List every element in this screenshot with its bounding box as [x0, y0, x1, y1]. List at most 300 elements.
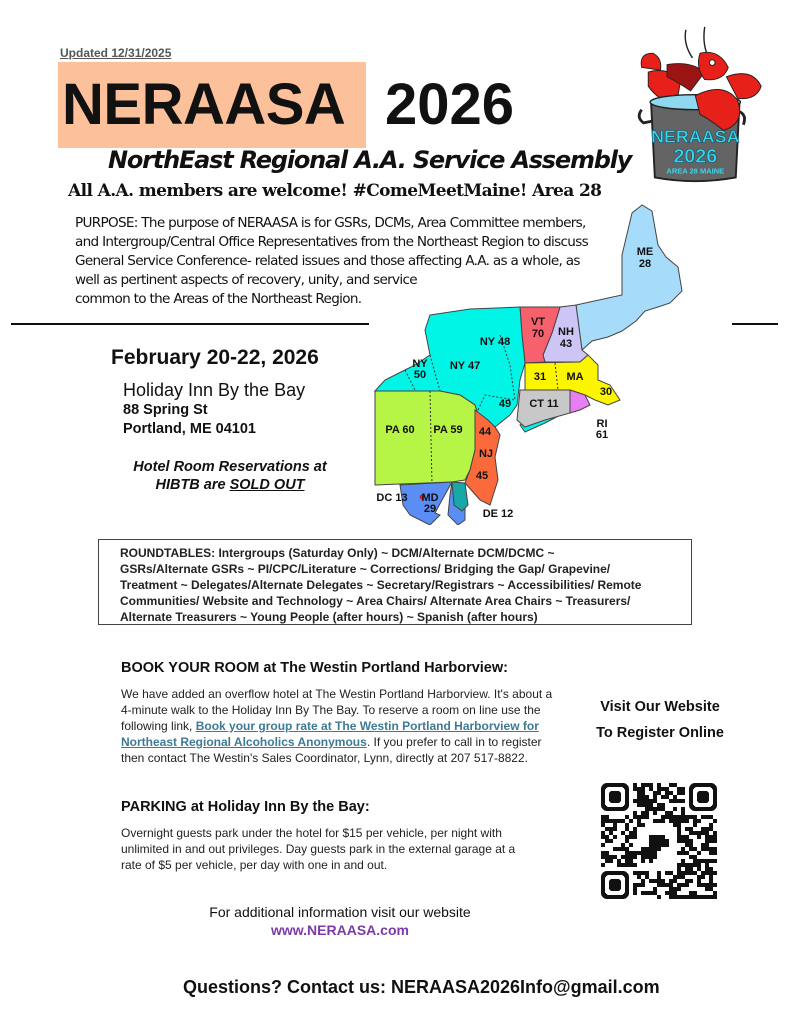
qr-module	[677, 823, 681, 827]
lobster-pot-logo	[630, 25, 770, 185]
reservation-status: SOLD OUT	[229, 477, 305, 493]
qr-module	[681, 863, 685, 867]
qr-module	[713, 851, 717, 855]
qr-module	[657, 883, 661, 887]
qr-module	[693, 871, 697, 875]
qr-module	[693, 823, 697, 827]
map-label-31: 31	[533, 371, 547, 383]
qr-module	[693, 855, 697, 859]
qr-module	[705, 839, 709, 843]
qr-module	[613, 819, 617, 823]
parking-heading: PARKING at Holiday Inn By the Bay:	[121, 799, 370, 815]
qr-module	[605, 855, 609, 859]
qr-module	[705, 843, 709, 847]
qr-module	[621, 863, 625, 867]
qr-module	[701, 859, 705, 863]
qr-module	[649, 803, 653, 807]
qr-module	[649, 799, 653, 803]
roundtables-line: Treatment ~ Delegates/Alternate Delegates ~ Secretary/Registrars ~ Accessibilities/ Remote	[120, 578, 642, 592]
qr-module	[693, 819, 697, 823]
qr-module	[633, 851, 637, 855]
qr-module	[629, 835, 633, 839]
qr-module	[681, 807, 685, 811]
qr-module	[693, 895, 697, 899]
qr-module	[701, 883, 705, 887]
qr-module	[677, 851, 681, 855]
qr-module	[637, 799, 641, 803]
map-label-45: 45	[475, 470, 489, 482]
qr-module	[669, 879, 673, 883]
map-label-30: 30	[599, 386, 613, 398]
map-label-nh-num: 43	[559, 338, 573, 350]
qr-module	[701, 827, 705, 831]
map-label-ny50: NY	[412, 358, 428, 370]
qr-module	[685, 867, 689, 871]
qr-module	[653, 799, 657, 803]
book-room-heading: BOOK YOUR ROOM at The Westin Portland Harborview:	[121, 660, 508, 676]
qr-module	[637, 823, 641, 827]
qr-module	[701, 895, 705, 899]
event-date: February 20-22, 2026	[111, 346, 319, 369]
map-label-de: DE 12	[482, 508, 514, 520]
event-venue: Holiday Inn By the Bay	[123, 380, 306, 400]
qr-module	[685, 863, 689, 867]
roundtables-line: GSRs/Alternate GSRs ~ PI/CPC/Literature ~ Corrections/ Bridging the Gap/ Grapevine/	[120, 562, 611, 576]
page-title-year: 2026	[385, 72, 515, 137]
qr-module	[689, 827, 693, 831]
qr-module	[709, 847, 713, 851]
qr-module	[641, 883, 645, 887]
qr-module	[693, 815, 697, 819]
qr-module	[697, 819, 701, 823]
qr-module	[693, 831, 697, 835]
qr-module	[673, 823, 677, 827]
qr-module	[665, 811, 669, 815]
qr-module	[669, 895, 673, 899]
qr-module	[697, 867, 701, 871]
logo-area: AREA 28 MAINE	[666, 166, 725, 176]
qr-module	[629, 819, 633, 823]
qr-module	[681, 811, 685, 815]
qr-module	[637, 791, 641, 795]
qr-module	[697, 895, 701, 899]
map-label-ny48: NY 48	[479, 336, 511, 348]
map-label-pa59: PA 59	[433, 424, 463, 436]
qr-module	[705, 815, 709, 819]
qr-code[interactable]	[601, 783, 717, 899]
qr-module	[625, 851, 629, 855]
qr-module	[665, 815, 669, 819]
qr-module	[609, 855, 613, 859]
qr-module	[681, 819, 685, 823]
qr-module	[669, 811, 673, 815]
register-line1: Visit Our Website	[600, 699, 720, 715]
qr-module	[657, 791, 661, 795]
qr-module	[701, 815, 705, 819]
website-link[interactable]: www.NERAASA.com	[271, 922, 409, 938]
qr-module	[637, 787, 641, 791]
qr-module	[677, 895, 681, 899]
map-label-ma: MA	[566, 371, 584, 383]
qr-module	[697, 883, 701, 887]
qr-module	[601, 831, 605, 835]
qr-module	[685, 827, 689, 831]
qr-module	[617, 819, 621, 823]
qr-module	[661, 803, 665, 807]
qr-module	[697, 831, 701, 835]
purpose-line: well as pertinent aspects of recovery, unity, and service	[75, 272, 417, 288]
event-address-line2: Portland, ME 04101	[123, 421, 256, 437]
qr-module	[625, 815, 629, 819]
qr-module	[673, 807, 677, 811]
qr-module	[637, 819, 641, 823]
qr-module	[665, 795, 669, 799]
qr-module	[709, 851, 713, 855]
qr-module	[653, 791, 657, 795]
map-label-ri-num: 61	[595, 429, 609, 441]
qr-module	[677, 839, 681, 843]
qr-module	[653, 879, 657, 883]
qr-module	[677, 875, 681, 879]
logo-text: NERAASA	[651, 126, 740, 147]
qr-module	[665, 891, 669, 895]
qr-module	[609, 819, 613, 823]
qr-module	[645, 811, 649, 815]
qr-module	[713, 847, 717, 851]
qr-module	[701, 875, 705, 879]
qr-module	[685, 819, 689, 823]
qr-module	[645, 783, 649, 787]
qr-module	[621, 847, 625, 851]
qr-module	[657, 875, 661, 879]
qr-module	[625, 855, 629, 859]
qr-module	[669, 887, 673, 891]
qr-module	[633, 883, 637, 887]
qr-module	[621, 843, 625, 847]
qr-module	[689, 867, 693, 871]
qr-module	[689, 855, 693, 859]
qr-module	[713, 839, 717, 843]
qr-module	[653, 807, 657, 811]
qr-module	[697, 863, 701, 867]
qr-module	[617, 863, 621, 867]
qr-module	[645, 799, 649, 803]
qr-module	[657, 879, 661, 883]
map-label-nh: NH	[558, 326, 574, 338]
qr-module	[689, 863, 693, 867]
map-label-pa60: PA 60	[385, 424, 415, 436]
qr-module	[633, 815, 637, 819]
qr-module	[641, 891, 645, 895]
qr-module	[625, 847, 629, 851]
qr-module	[613, 855, 617, 859]
qr-module	[661, 795, 665, 799]
qr-module	[613, 847, 617, 851]
qr-module	[657, 783, 661, 787]
qr-module	[665, 787, 669, 791]
qr-module	[621, 819, 625, 823]
qr-module	[681, 859, 685, 863]
dinosaur-icon	[637, 835, 669, 863]
qr-module	[709, 879, 713, 883]
qr-module	[685, 851, 689, 855]
welcome-line: All A.A. members are welcome! #ComeMeetMaine! Area 28	[68, 181, 602, 201]
qr-module	[677, 791, 681, 795]
map-label-ny50-num: 50	[413, 369, 427, 381]
qr-module	[713, 891, 717, 895]
qr-module	[645, 803, 649, 807]
qr-module	[601, 851, 605, 855]
qr-module	[673, 819, 677, 823]
qr-module	[689, 895, 693, 899]
qr-module	[677, 867, 681, 871]
qr-module	[637, 875, 641, 879]
qr-module	[709, 883, 713, 887]
reservation-text2: HIBTB are	[155, 477, 226, 493]
qr-module	[649, 891, 653, 895]
logo-year: 2026	[673, 145, 718, 168]
purpose-line: PURPOSE: The purpose of NERAASA is for GSRs, DCMs, Area Committee members,	[75, 215, 586, 231]
qr-module	[629, 859, 633, 863]
qr-module	[645, 807, 649, 811]
qr-module	[681, 851, 685, 855]
qr-module	[673, 875, 677, 879]
qr-module	[629, 851, 633, 855]
purpose-line: General Service Conference- related issues and those affecting A.A. as a whole, as	[75, 253, 580, 269]
book-text-after: . If you prefer to call in to register then contact The Westin's Sales Coordinator, Lynn, directly at 207 517-8822.	[121, 735, 542, 765]
qr-module	[685, 895, 689, 899]
qr-module	[633, 827, 637, 831]
qr-module	[693, 859, 697, 863]
qr-module	[677, 835, 681, 839]
qr-module	[613, 823, 617, 827]
divider-left	[11, 323, 369, 325]
qr-module	[601, 819, 605, 823]
qr-module	[605, 835, 609, 839]
qr-module	[649, 783, 653, 787]
qr-module	[681, 835, 685, 839]
qr-module	[657, 871, 661, 875]
additional-info	[150, 903, 530, 939]
qr-module	[601, 835, 605, 839]
qr-module	[649, 787, 653, 791]
qr-module	[677, 887, 681, 891]
qr-module	[689, 839, 693, 843]
qr-module	[637, 803, 641, 807]
qr-module	[681, 883, 685, 887]
qr-module	[677, 831, 681, 835]
qr-module	[645, 875, 649, 879]
qr-module	[665, 791, 669, 795]
qr-module	[649, 879, 653, 883]
purpose-line: common to the Areas of the Northeast Region.	[75, 291, 362, 307]
qr-module	[665, 871, 669, 875]
book-room-text	[121, 686, 561, 766]
reservation-text: Hotel Room Reservations at	[133, 459, 327, 475]
qr-module	[633, 811, 637, 815]
qr-module	[625, 863, 629, 867]
qr-module	[709, 887, 713, 891]
qr-module	[641, 815, 645, 819]
subtitle: NorthEast Regional A.A. Service Assembly	[108, 146, 632, 174]
qr-module	[705, 831, 709, 835]
qr-module	[713, 883, 717, 887]
westin-booking-link[interactable]: Book your group rate at The Westin Portland Harborview for Northeast Regional Alcoholics Anonymous	[121, 719, 539, 749]
qr-module	[701, 831, 705, 835]
qr-module	[705, 883, 709, 887]
qr-module	[681, 787, 685, 791]
qr-module	[713, 871, 717, 875]
qr-module	[637, 883, 641, 887]
qr-module	[669, 891, 673, 895]
roundtables-line: Alternate Treasurers ~ Young People (after hours) ~ Spanish (after hours)	[120, 610, 538, 624]
qr-module	[605, 859, 609, 863]
qr-module	[669, 791, 673, 795]
register-online	[580, 694, 740, 746]
qr-module	[653, 887, 657, 891]
qr-module	[601, 823, 605, 827]
qr-module	[685, 839, 689, 843]
qr-module	[605, 827, 609, 831]
qr-module	[681, 839, 685, 843]
map-label-vt: VT	[530, 316, 546, 328]
qr-module	[685, 843, 689, 847]
qr-module	[677, 871, 681, 875]
qr-module	[641, 803, 645, 807]
qr-module	[657, 895, 661, 899]
qr-module	[697, 851, 701, 855]
qr-module	[705, 895, 709, 899]
qr-module	[629, 843, 633, 847]
qr-module	[689, 843, 693, 847]
qr-module	[629, 863, 633, 867]
qr-module	[713, 859, 717, 863]
register-line2: To Register Online	[596, 725, 724, 741]
qr-module	[625, 823, 629, 827]
qr-module	[669, 783, 673, 787]
qr-module	[673, 815, 677, 819]
qr-module	[681, 847, 685, 851]
qr-module	[697, 879, 701, 883]
qr-module	[701, 871, 705, 875]
map-label-44: 44	[478, 426, 492, 438]
qr-module	[617, 859, 621, 863]
qr-module	[653, 795, 657, 799]
qr-module	[653, 891, 657, 895]
purpose-text	[75, 214, 615, 309]
qr-module	[713, 835, 717, 839]
map-label-vt-num: 70	[531, 328, 545, 340]
map-label-md: MD	[421, 492, 439, 504]
qr-module	[665, 883, 669, 887]
qr-module	[661, 787, 665, 791]
qr-module	[677, 883, 681, 887]
qr-module	[677, 787, 681, 791]
qr-module	[605, 839, 609, 843]
qr-module	[609, 831, 613, 835]
qr-module	[621, 855, 625, 859]
qr-module	[697, 859, 701, 863]
qr-module	[673, 795, 677, 799]
qr-module	[705, 867, 709, 871]
qr-module	[677, 815, 681, 819]
qr-module	[705, 859, 709, 863]
qr-module	[601, 843, 605, 847]
qr-module	[673, 879, 677, 883]
contact-line: Questions? Contact us: NERAASA2026Info@gmail.com	[183, 977, 660, 997]
qr-module	[633, 887, 637, 891]
qr-module	[701, 843, 705, 847]
book-text-before: We have added an overflow hotel at The Westin Portland Harborview. It's about a 4-minute walk to the Holiday Inn By The Bay. To reserve a room on line use the following link,	[121, 687, 553, 733]
qr-module	[689, 871, 693, 875]
qr-module	[629, 831, 633, 835]
parking-text	[121, 825, 561, 873]
qr-module	[609, 839, 613, 843]
parking-line: Overnight guests park under the hotel for $15 per vehicle, per night with	[121, 826, 502, 840]
qr-module	[669, 815, 673, 819]
map-label-nj: NJ	[478, 448, 494, 460]
qr-module	[681, 871, 685, 875]
qr-module	[661, 807, 665, 811]
qr-module	[661, 879, 665, 883]
purpose-line: and Intergroup/Central Office Representatives from the Northeast Region to discuss	[75, 234, 588, 250]
qr-module	[621, 831, 625, 835]
qr-module	[653, 819, 657, 823]
qr-module	[677, 799, 681, 803]
qr-module	[669, 799, 673, 803]
qr-module	[697, 835, 701, 839]
map-label-ct: CT 11	[529, 398, 559, 410]
qr-module	[653, 811, 657, 815]
qr-module	[677, 863, 681, 867]
qr-module	[657, 819, 661, 823]
qr-module	[705, 827, 709, 831]
qr-module	[633, 831, 637, 835]
qr-module	[613, 827, 617, 831]
map-region-pa	[375, 391, 485, 485]
qr-module	[693, 847, 697, 851]
qr-module	[705, 863, 709, 867]
qr-module	[633, 787, 637, 791]
map-label-dc: DC 13	[376, 492, 408, 504]
qr-module	[641, 787, 645, 791]
qr-module	[637, 795, 641, 799]
parking-line: unlimited in and out privileges. Day guests park in the external garage at a	[121, 842, 516, 856]
map-label-md-num: 29	[423, 503, 437, 515]
qr-module	[641, 811, 645, 815]
qr-module	[633, 799, 637, 803]
map-label-ri: RI	[596, 418, 608, 430]
qr-module	[689, 891, 693, 895]
qr-module	[641, 795, 645, 799]
qr-module	[705, 847, 709, 851]
qr-module	[709, 823, 713, 827]
qr-module	[641, 871, 645, 875]
qr-module	[693, 891, 697, 895]
qr-module	[605, 815, 609, 819]
qr-module	[685, 871, 689, 875]
qr-module	[673, 887, 677, 891]
qr-module	[601, 815, 605, 819]
qr-module	[673, 783, 677, 787]
qr-module	[633, 871, 637, 875]
qr-module	[681, 895, 685, 899]
qr-module	[709, 859, 713, 863]
qr-module	[633, 835, 637, 839]
qr-module	[625, 839, 629, 843]
qr-module	[669, 819, 673, 823]
qr-module	[673, 799, 677, 803]
